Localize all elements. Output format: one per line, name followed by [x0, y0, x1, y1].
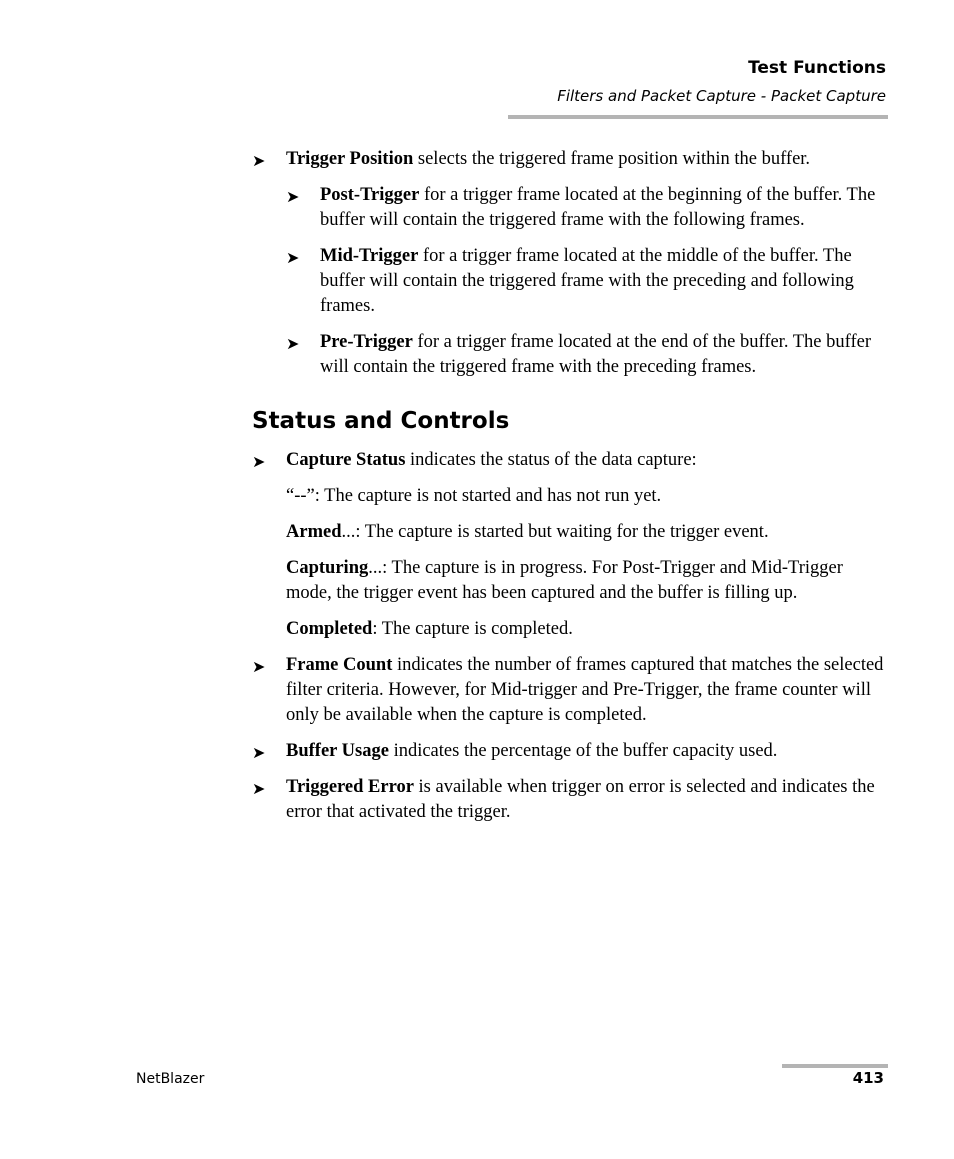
term-pre-trigger: Pre-Trigger	[320, 332, 413, 352]
footer-rule	[782, 1064, 888, 1068]
footer-product: NetBlazer	[136, 1071, 205, 1087]
desc-buffer-usage: indicates the percentage of the buffer capacity used.	[388, 741, 778, 761]
status-not-started	[286, 484, 888, 509]
bullet-buffer-usage	[252, 739, 888, 764]
desc-trigger-position: selects the triggered frame position within the buffer.	[413, 149, 811, 169]
desc-completed: : The capture is completed.	[372, 619, 573, 639]
desc-pre-trigger: for a trigger frame located at the end of the buffer. The buffer will contain the triggered frame with the preceding frames.	[320, 332, 871, 377]
bullet-arrow-icon: ➤	[286, 248, 300, 267]
term-post-trigger: Post-Trigger	[320, 185, 420, 205]
bullet-arrow-icon: ➤	[252, 743, 266, 762]
term-capturing: Capturing	[286, 558, 369, 578]
term-triggered-error: Triggered Error	[286, 777, 414, 797]
term-capture-status: Capture Status	[286, 450, 406, 470]
desc-not-started: “--”: The capture is not started and has not run yet.	[286, 486, 662, 506]
page-content	[252, 147, 888, 836]
status-capturing	[286, 556, 888, 606]
bullet-arrow-icon: ➤	[252, 779, 266, 798]
header-rule	[508, 115, 888, 119]
bullet-arrow-icon: ➤	[252, 657, 266, 676]
status-armed	[286, 520, 888, 545]
bullet-arrow-icon: ➤	[286, 334, 300, 353]
term-completed: Completed	[286, 619, 373, 639]
bullet-post-trigger	[286, 183, 888, 233]
section-heading: Status and Controls	[252, 408, 510, 434]
bullet-trigger-position	[252, 147, 888, 172]
term-frame-count: Frame Count	[286, 655, 393, 675]
status-completed	[286, 617, 888, 642]
bullet-arrow-icon: ➤	[252, 452, 266, 471]
header-title: Test Functions	[748, 58, 886, 78]
desc-post-trigger: for a trigger frame located at the beginning of the buffer. The buffer will contain the triggered frame with the following frames.	[320, 185, 876, 230]
bullet-arrow-icon: ➤	[286, 187, 300, 206]
bullet-capture-status	[252, 448, 888, 473]
page-number: 413	[852, 1069, 884, 1087]
desc-frame-count: indicates the number of frames captured that matches the selected filter criteria. However, for Mid-trigger and Pre-Trigger, the frame counter will only be available when the capture is completed.	[286, 655, 884, 725]
term-armed: Armed	[286, 522, 342, 542]
desc-armed: ...: The capture is started but waiting for the trigger event.	[341, 522, 769, 542]
bullet-mid-trigger	[286, 244, 888, 319]
bullet-triggered-error	[252, 775, 888, 825]
term-trigger-position: Trigger Position	[286, 149, 414, 169]
desc-mid-trigger: for a trigger frame located at the middle of the buffer. The buffer will contain the triggered frame with the preceding and following frames.	[320, 246, 854, 316]
term-buffer-usage: Buffer Usage	[286, 741, 389, 761]
term-mid-trigger: Mid-Trigger	[320, 246, 419, 266]
desc-capture-status: indicates the status of the data capture:	[405, 450, 697, 470]
desc-capturing: ...: The capture is in progress. For Post-Trigger and Mid-Trigger mode, the trigger event has been captured and the buffer is filling up.	[286, 558, 843, 603]
desc-triggered-error: is available when trigger on error is selected and indicates the error that activated the trigger.	[286, 777, 875, 822]
bullet-frame-count	[252, 653, 888, 728]
bullet-arrow-icon: ➤	[252, 151, 266, 170]
bullet-pre-trigger	[286, 330, 888, 380]
header-subtitle: Filters and Packet Capture - Packet Capture	[557, 87, 886, 105]
